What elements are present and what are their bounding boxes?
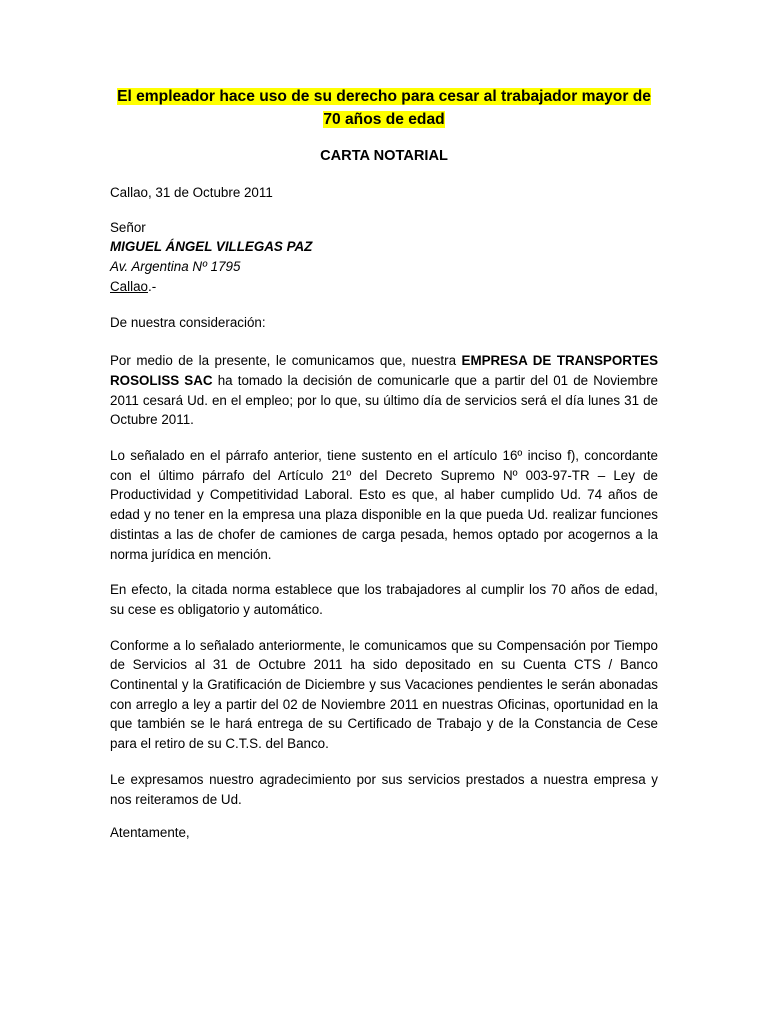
paragraph-1-body: ha tomado la decisión de comunicarle que a partir del 01 de Noviembre 2011 cesará Ud. en el empleo; por lo que, su último día de servicios será el día lunes 31 de Octubre 2011. [110,372,658,428]
recipient-block [110,218,658,297]
letter-date: Callao, 31 de Octubre 2011 [110,185,273,200]
recipient-city: Callao [110,278,148,294]
paragraph-1 [110,351,658,430]
heading-line-2: 70 años de edad [323,110,445,128]
paragraph-1-intro: Por medio de la presente, le comunicamos que, nuestra [110,353,462,369]
letter-page [110,86,658,843]
closing: Atentamente, [110,825,190,841]
greeting: De nuestra consideración: [110,314,266,330]
document-subtitle: CARTA NOTARIAL [320,148,448,164]
recipient-name: MIGUEL ÁNGEL VILLEGAS PAZ [110,239,313,255]
document-heading [110,86,658,131]
recipient-address: Av. Argentina Nº 1795 [110,259,241,275]
paragraph-5: Le expresamos nuestro agradecimiento por sus servicios prestados a nuestra empresa y nos reiteramos de Ud. [110,771,658,807]
paragraph-3: En efecto, la citada norma establece que los trabajadores al cumplir los 70 años de edad, su cese es obligatorio y automático. [110,582,658,617]
recipient-salutation: Señor [110,219,146,235]
paragraph-4: Conforme a lo señalado anteriormente, le comunicamos que su Compensación por Tiempo de Servicios al 31 de Octubre 2011 ha sido depositado en su Cuenta CTS / Banco Continental y la Gratificación de Diciembre y sus Vacaciones pendientes le serán abonadas con arreglo a ley a partir del 02 de Noviembre 2011 en nuestras Oficinas, oportunidad en la que también se le hará entrega de su Certificado de Trabajo y de la Constancia de Cese para el retiro de su C.T.S. del Banco. [110,637,658,752]
recipient-city-suffix: .- [147,278,157,294]
company-name: EMPRESA DE TRANSPORTES ROSOLISS SAC [110,353,658,388]
heading-line-1: El empleador hace uso de su derecho para cesar al trabajador mayor de [117,88,651,105]
recipient-city-line [110,277,658,297]
paragraph-2: Lo señalado en el párrafo anterior, tiene sustento en el artículo 16º inciso f), concordante con el último párrafo del Artículo 21º del Decreto Supremo Nº 003-97-TR – Ley de Productividad y Competitividad Laboral. Esto es que, al haber cumplido Ud. 74 años de edad y no tener en la empresa una plaza disponible en la que pueda Ud. realizar funciones distintas a las de chofer de camiones de carga pesada, hemos optado por acogernos a la norma jurídica en mención. [110,448,658,562]
